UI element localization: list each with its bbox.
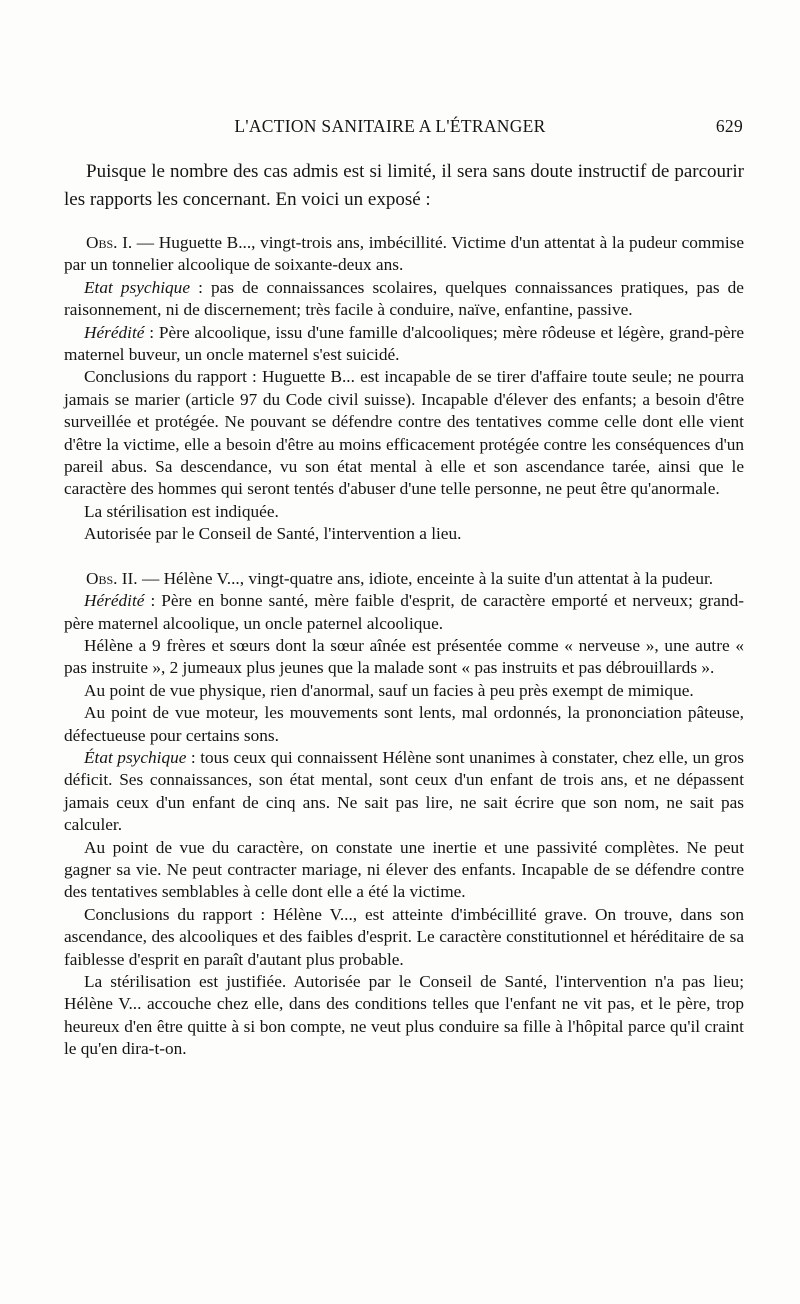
obs2-heredity-label: Hérédité: [84, 591, 145, 611]
obs1-label: Obs. I.: [86, 233, 133, 252]
obs2-physical: Au point de vue physique, rien d'anormal, sauf un facies à peu près exempt de mimique.: [84, 680, 694, 700]
obs2-label: Obs. II.: [86, 568, 138, 588]
obs2-psych: [64, 747, 744, 837]
obs2-conclusions: Conclusions du rapport : Hélène V..., est atteinte d'imbécillité grave. On trouve, dans son ascendance, des alcooliques et des faibles d'esprit. Le caractère constitutionnel et héréditaire de sa faiblesse d'esprit en paraît d'autant plus probable.: [64, 904, 744, 969]
obs2-opening-text: — Hélène V..., vingt-quatre ans, idiote, enceinte à la suite d'un attentat à la pudeur.: [137, 568, 714, 588]
section-gap: [64, 546, 744, 568]
obs1-sterilisation: La stérilisation est indiquée.: [84, 501, 279, 521]
obs2-opening: [64, 568, 744, 590]
page-header: [0, 116, 800, 138]
obs1-psych-text: : pas de connaissances scolaires, quelques connaissances pratiques, pas de raisonnement, ni de discernement; très facile à conduire, naïve, enfantine, passive.: [64, 277, 744, 320]
intro-paragraph: Puisque le nombre des cas admis est si limité, il sera sans doute instructif de parcourir les rapports les concernant. En voici un exposé :: [64, 161, 744, 210]
obs1-authorized: Autorisée par le Conseil de Santé, l'intervention a lieu.: [84, 524, 462, 544]
obs2-heredity-text: : Père en bonne santé, mère faible d'esprit, de caractère emporté et nerveux; grand-père maternel alcoolique, un oncle paternel alcoolique.: [64, 591, 744, 633]
obs2-character: Au point de vue du caractère, on constate une inertie et une passivité complètes. Ne peut gagner sa vie. Ne peut contracter mariage, ni élever des enfants. Incapable de se défendre contre des tentatives semblables à celle dont elle a été la victime.: [64, 837, 744, 902]
obs2-motor: Au point de vue moteur, les mouvements sont lents, mal ordonnés, la prononciation pâteuse, défectueuse pour certains sons.: [64, 703, 744, 745]
obs2-siblings: Hélène a 9 frères et sœurs dont la sœur aînée est présentée comme « nerveuse », une autre « pas instruite », 2 jumeaux plus jeunes que la malade sont « pas instruits et pas débrouillards ».: [64, 635, 744, 678]
obs1-heredity-text: : Père alcoolique, issu d'une famille d'alcooliques; mère rôdeuse et légère, grand-père maternel buveur, un oncle maternel s'est suicidé.: [64, 322, 744, 365]
obs1-opening-text: — Huguette B..., vingt-trois ans, imbécillité. Victime d'un attentat à la pudeur commise par un tonnelier alcoolique de soixante-deux ans.: [64, 233, 745, 275]
obs2-psych-text: : tous ceux qui connaissent Hélène sont unanimes à constater, chez elle, un gros déficit. Ses connaissances, son état mental, sont ceux d'un enfant de trois ans, et ne dépassent jamais ceux d'un enfant de cinq ans. Ne sait pas lire, ne sait écrire que son nom, ne sait pas calculer.: [64, 747, 744, 835]
page-body: [64, 158, 744, 1061]
obs1-opening: [64, 232, 744, 277]
obs1-psych: [64, 277, 744, 322]
obs2-heredity: [64, 590, 744, 635]
obs1-psych-label: Etat psychique: [84, 277, 190, 297]
running-title: L'ACTION SANITAIRE A L'ÉTRANGER: [234, 116, 546, 136]
obs2-final: La stérilisation est justifiée. Autorisée par le Conseil de Santé, l'intervention n'a pas lieu; Hélène V... accouche chez elle, dans des conditions telles que l'enfant ne vit pas, et le père, trop heureux d'en être quitte à si bon compte, ne veut plus conduire sa fille à l'hôpital parce qu'il craint le qu'en dira-t-on.: [64, 972, 744, 1059]
obs1-heredity: [64, 322, 744, 367]
obs2-psych-label: État psychique: [84, 747, 187, 767]
obs1-conclusions: Conclusions du rapport : Huguette B... est incapable de se tirer d'affaire toute seule; ne pourra jamais se marier (article 97 du Code civil suisse). Incapable d'élever des enfants; a besoin d'être surveillée et protégée. Ne pouvant se défendre contre des tentatives comme celle dont elle vient d'être la victime, elle a besoin d'être au moins efficacement protégée contre les conséquences d'un pareil abus. Sa descendance, vu son état mental à elle et son ascendance tarée, ainsi que le caractère des hommes qui seront tentés d'abuser d'une telle personne, ne peut être qu'anormale.: [64, 367, 744, 499]
obs1-heredity-label: Hérédité: [84, 322, 145, 342]
page-number: 629: [715, 116, 743, 136]
